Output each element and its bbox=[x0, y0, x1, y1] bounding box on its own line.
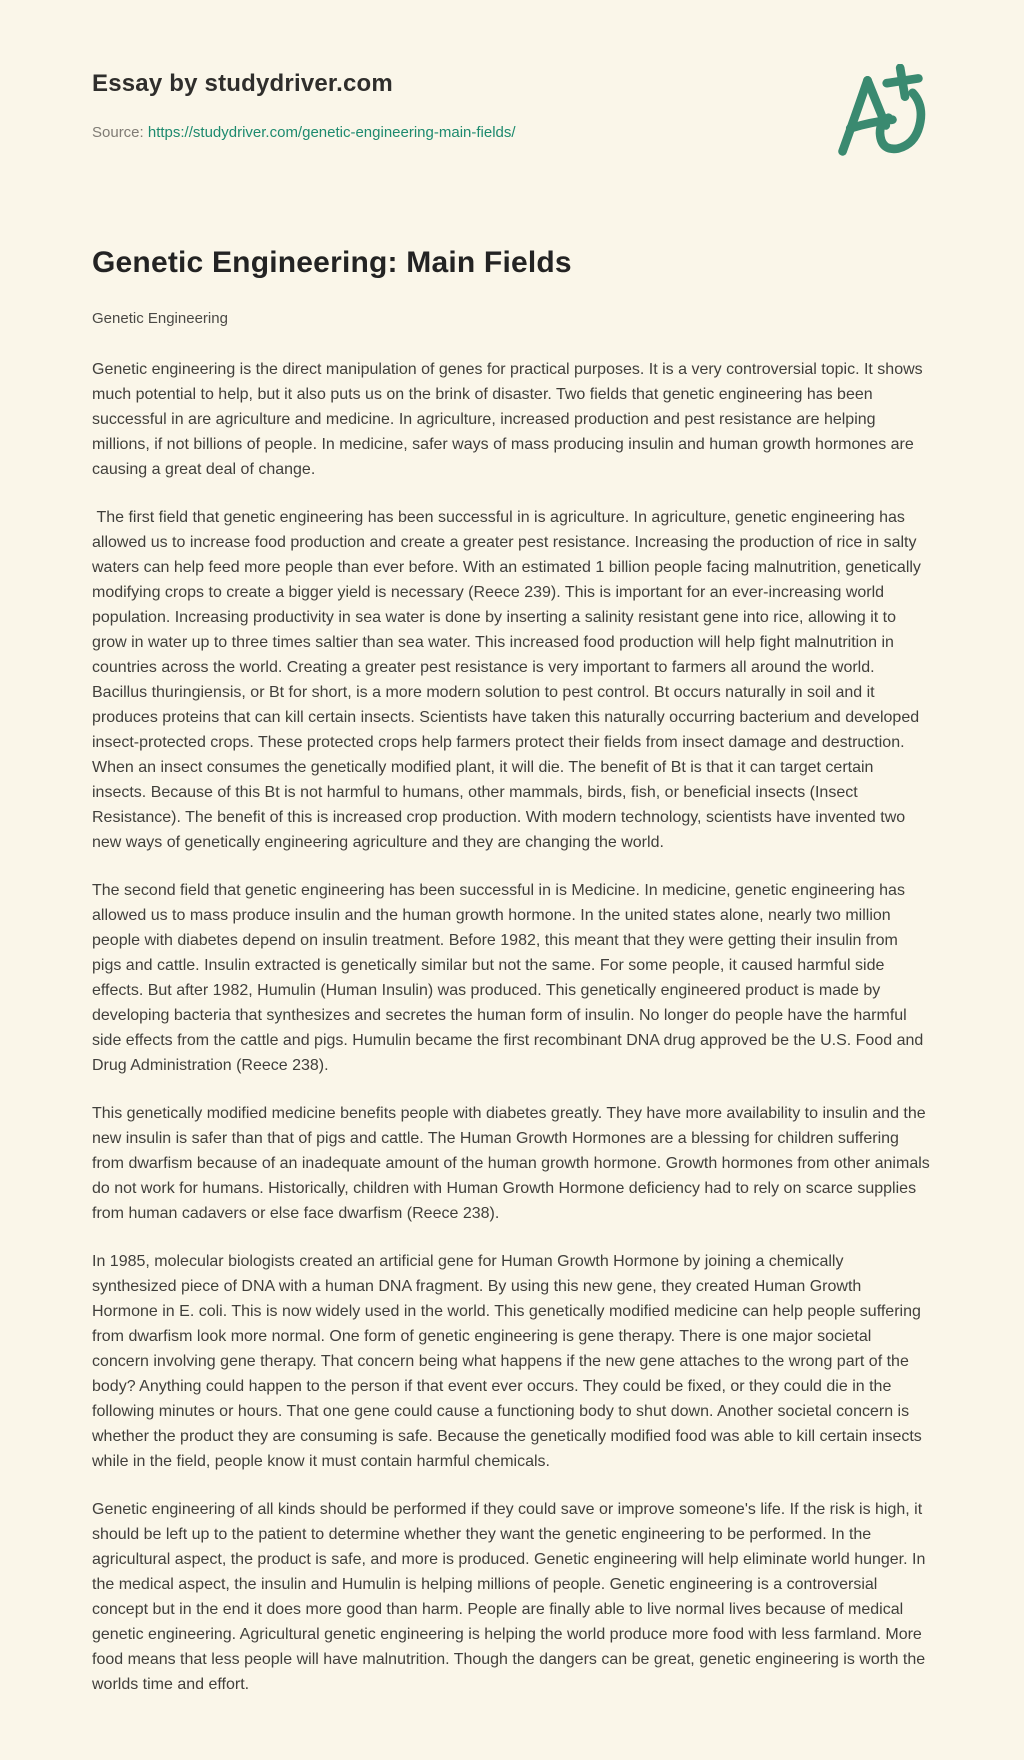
essay-paragraph: Genetic engineering is the direct manipulation of genes for practical purposes. It is a very controversial topic. It shows much potential to help, but it also puts us on the brink of disaster. Two fields that genetic engineering has been successful in are agriculture and medicine. In agriculture, increased production and pest resistance are helping millions, if not billions of people. In medicine, safer ways of mass producing insulin and human growth hormones are causing a great deal of change. bbox=[92, 361, 923, 478]
essay-paragraph: This genetically modified medicine benefits people with diabetes greatly. They have more availability to insulin and the new insulin is safer than that of pigs and cattle. The Human Growth Hormones are a blessing for children suffering from dwarfism because of an inadequate amount of the human growth hormone. Growth hormones from other animals do not work for humans. Historically, children with Human Growth Hormone deficiency had to rely on scarce supplies from human cadavers or else face dwarfism (Reece 238). bbox=[92, 1105, 930, 1222]
source-label: Source: bbox=[92, 124, 148, 141]
essay-main bbox=[92, 246, 930, 1697]
header-text-block bbox=[92, 64, 516, 141]
essay-body bbox=[92, 357, 930, 1697]
essay-subtitle: Genetic Engineering bbox=[92, 310, 228, 327]
essay-paragraph: The second field that genetic engineering has been successful in is Medicine. In medicine, genetic engineering has allowed us to mass produce insulin and the human growth hormone. In the united states alone, nearly two million people with diabetes depend on insulin treatment. Before 1982, this meant that they were getting their insulin from pigs and cattle. Insulin extracted is genetically similar but not the same. For some people, it caused harmful side effects. But after 1982, Humulin (Human Insulin) was produced. This genetically engineered product is made by developing bacteria that synthesizes and secretes the human form of insulin. No longer do people have the harmful side effects from the cattle and pigs. Humulin became the first recombinant DNA drug approved be the U.S. Food and Drug Administration (Reece 238). bbox=[92, 882, 924, 1074]
source-line bbox=[92, 124, 516, 141]
essay-paragraph: Genetic engineering of all kinds should be performed if they could save or improve someone's life. If the risk is high, it should be left up to the patient to determine whether they want the genetic engineering to be performed. In the agricultural aspect, the product is safe, and more is produced. Genetic engineering will help eliminate world hunger. In the medical aspect, the insulin and Humulin is helping millions of people. Genetic engineering is a controversial concept but in the end it does more good than harm. People are finally able to live normal lives because of medical genetic engineering. Agricultural genetic engineering is helping the world produce more food with less farmland. More food means that less people will have malnutrition. Though the dangers can be great, genetic engineering is worth the worlds time and effort. bbox=[92, 1501, 926, 1693]
site-title: Essay by studydriver.com bbox=[92, 70, 393, 97]
essay-title: Genetic Engineering: Main Fields bbox=[92, 246, 572, 279]
page-header bbox=[92, 64, 930, 160]
essay-paragraph: In 1985, molecular biologists created an artificial gene for Human Growth Hormone by joining a chemically synthesized piece of DNA with a human DNA fragment. By using this new gene, they created Human Growth Hormone in E. coli. This is now widely used in the world. This genetically modified medicine can help people suffering from dwarfism look more normal. One form of genetic engineering is gene therapy. There is one major societal concern involving gene therapy. That concern being what happens if the new gene attaches to the wrong part of the body? Anything could happen to the person if that event ever occurs. They could be fixed, or they could die in the following minutes or hours. That one gene could cause a functioning body to shut down. Another societal concern is whether the product they are consuming is safe. Because the genetically modified food was able to kill certain insects while in the field, people know it must contain harmful chemicals. bbox=[92, 1253, 922, 1470]
essay-paragraph: The first field that genetic engineering has been successful in is agriculture. In agriculture, genetic engineering has allowed us to increase food production and create a greater pest resistance. Increasing the production of rice in salty waters can help feed more people than ever before. With an estimated 1 billion people facing malnutrition, genetically modifying crops to create a bigger yield is necessary (Reece 239). This is important for an ever-increasing world population. Increasing productivity in sea water is done by inserting a salinity resistant gene into rice, allowing it to grow in water up to three times saltier than sea water. This increased food production will help fight malnutrition in countries across the world. Creating a greater pest resistance is very important to farmers all around the world. Bacillus thuringiensis, or Bt for short, is a more modern solution to pest control. Bt occurs naturally in soil and it produces proteins that can kill certain insects. Scientists have taken this naturally occurring bacterium and developed insect-protected crops. These protected crops help farmers protect their fields from insect damage and destruction. When an insect consumes the genetically modified plant, it will die. The benefit of Bt is that it can target certain insects. Because of this Bt is not harmful to humans, other mammals, birds, fish, or beneficial insects (Insect Resistance). The benefit of this is increased crop production. With modern technology, scientists have invented two new ways of genetically engineering agriculture and they are changing the world. bbox=[92, 509, 921, 851]
studydriver-a-plus-logo-icon bbox=[832, 64, 928, 160]
source-url-link[interactable]: https://studydriver.com/genetic-engineering-main-fields/ bbox=[147, 124, 516, 141]
